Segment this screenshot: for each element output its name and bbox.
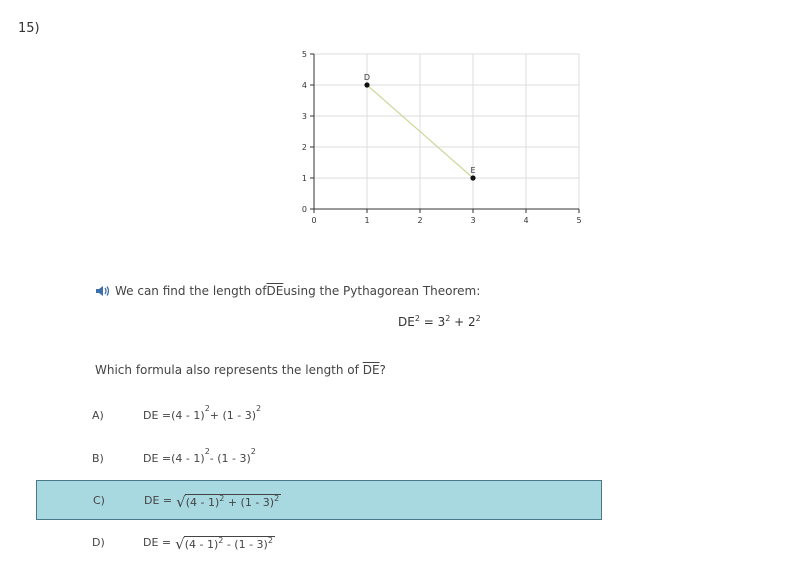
- prompt-text-before: We can find the length of: [115, 284, 267, 298]
- y-tick-label: 4: [301, 81, 307, 90]
- prompt-text-after: using the Pythagorean Theorem:: [283, 284, 481, 298]
- y-tick-label: 2: [301, 143, 307, 152]
- choice-letter: B): [92, 452, 104, 465]
- choice-letter: C): [93, 494, 105, 507]
- square-root: [176, 494, 281, 509]
- answer-choice-a[interactable]: [36, 396, 602, 436]
- question-text: [95, 363, 386, 377]
- equation-exponent: 2: [475, 314, 481, 323]
- x-tick-label: 0: [311, 216, 317, 225]
- y-tick-label: 1: [301, 174, 307, 183]
- x-tick-label: 2: [417, 216, 423, 225]
- question-text-after: ?: [379, 363, 386, 377]
- question-text-before: Which formula also represents the length of: [95, 363, 363, 377]
- formula-term: + (1 - 3): [209, 409, 257, 422]
- radical-sign-icon: √: [175, 535, 185, 553]
- formula-term: (4 - 1): [171, 409, 205, 422]
- x-tick-label: 4: [523, 216, 529, 225]
- equation-term: + 2: [450, 315, 476, 329]
- formula-term: + (1 - 3): [224, 496, 275, 509]
- radicand: [185, 494, 282, 509]
- prompt-segment-name: $\overline{DE}$: [266, 284, 284, 298]
- radical-sign-icon: √: [176, 493, 186, 511]
- choice-formula: [143, 536, 275, 551]
- speaker-icon[interactable]: [95, 284, 111, 298]
- formula-exponent: 2: [218, 536, 224, 545]
- choice-letter: A): [92, 409, 104, 422]
- formula-exponent: 2: [219, 494, 225, 503]
- y-tick-label: 0: [301, 205, 307, 214]
- y-tick-label: 3: [301, 112, 307, 121]
- point-label-e: E: [470, 166, 476, 175]
- x-tick-label: 5: [576, 216, 582, 225]
- formula-term: (4 - 1): [171, 452, 205, 465]
- answer-choice-d[interactable]: [36, 523, 602, 563]
- answer-choice-b[interactable]: [36, 439, 602, 479]
- formula-term: (4 - 1): [185, 496, 220, 509]
- choice-letter: D): [92, 536, 105, 549]
- formula-prefix: DE =: [143, 409, 172, 422]
- answer-choice-c[interactable]: [36, 480, 602, 520]
- point-e: [470, 175, 475, 180]
- x-tick-label: 3: [470, 216, 476, 225]
- equation-lhs: DE: [398, 315, 415, 329]
- formula-prefix: DE =: [143, 536, 172, 549]
- square-root: [175, 536, 275, 551]
- point-label-d: D: [363, 73, 371, 82]
- formula-exponent: 2: [267, 536, 273, 545]
- formula-term: - (1 - 3): [209, 452, 251, 465]
- equation-term: = 3: [419, 315, 446, 329]
- formula-prefix: DE =: [143, 452, 172, 465]
- y-tick-label: 5: [301, 50, 307, 59]
- coordinate-plot: [0, 0, 800, 260]
- prompt-row: [95, 284, 480, 298]
- formula-exponent: 2: [274, 494, 280, 503]
- formula-term: (4 - 1): [184, 538, 219, 551]
- choice-formula: [144, 494, 281, 509]
- equation-exponent: 2: [414, 314, 420, 323]
- pythagorean-equation: [398, 315, 481, 329]
- radicand: [184, 536, 275, 551]
- choice-formula: DE = (4 - 1) 2 + (1 - 3) 2: [143, 404, 262, 422]
- point-d: [364, 82, 369, 87]
- formula-term: - (1 - 3): [223, 538, 268, 551]
- x-tick-label: 1: [364, 216, 370, 225]
- question-segment-name: $\overline{DE}$: [362, 363, 380, 377]
- question-number: 15): [18, 21, 40, 36]
- choice-formula: DE = (4 - 1) 2 - (1 - 3) 2: [143, 447, 256, 465]
- formula-prefix: DE =: [144, 494, 173, 507]
- equation-exponent: 2: [445, 314, 451, 323]
